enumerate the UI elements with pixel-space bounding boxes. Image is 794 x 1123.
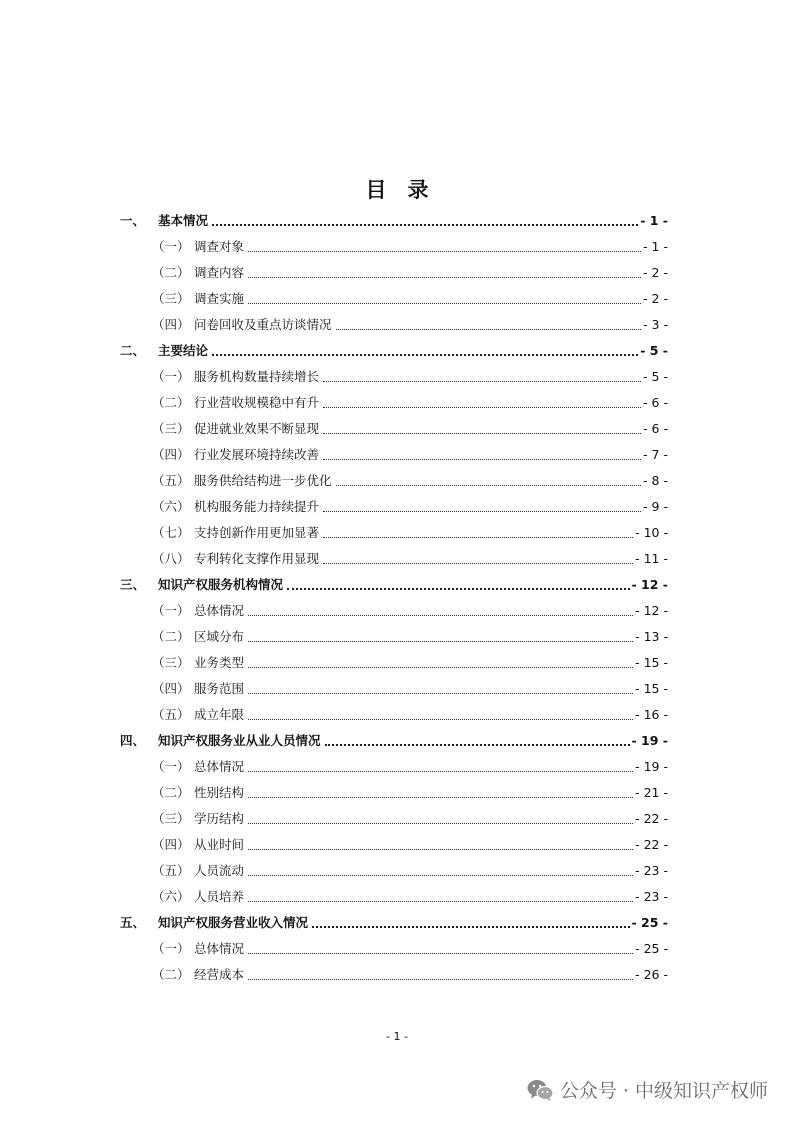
toc-entry-number: （三） [152, 421, 190, 436]
page-footer-number: - 1 - [386, 1030, 408, 1043]
toc-entry-number: （三） [152, 811, 190, 826]
toc-entry-page: - 15 - [635, 681, 668, 696]
toc-subsection-entry[interactable] [120, 806, 668, 832]
toc-entry-label: 性别结构 [194, 785, 245, 800]
toc-dot-leader [248, 848, 633, 850]
toc-entry-page: - 2 - [643, 265, 668, 280]
toc-subsection-entry[interactable] [120, 832, 668, 858]
toc-subsection-entry[interactable] [120, 494, 668, 520]
toc-entry-page: - 19 - [635, 759, 668, 774]
toc-dot-leader [248, 822, 633, 824]
toc-dot-leader [248, 692, 633, 694]
toc-entry-number: （七） [152, 525, 190, 540]
toc-subsection-entry[interactable] [120, 416, 668, 442]
toc-entry-label: 行业营收规模稳中有升 [194, 395, 320, 410]
wechat-icon [526, 1078, 554, 1102]
toc-subsection-entry[interactable] [120, 884, 668, 910]
toc-entry-label: 服务范围 [194, 681, 245, 696]
toc-dot-leader [336, 484, 642, 486]
toc-entry-page: - 21 - [635, 785, 668, 800]
toc-entry-label: 业务类型 [194, 655, 245, 670]
toc-entry-label: 行业发展环境持续改善 [194, 447, 320, 462]
toc-dot-leader [323, 536, 633, 538]
toc-entry-page: - 16 - [635, 707, 668, 722]
toc-entry-label: 促进就业效果不断显现 [194, 421, 320, 436]
toc-entry-number: （三） [152, 655, 190, 670]
toc-entry-page: - 1 - [640, 213, 668, 228]
toc-dot-leader [312, 925, 630, 928]
toc-subsection-entry[interactable] [120, 858, 668, 884]
toc-entry-label: 总体情况 [194, 759, 245, 774]
toc-entry-label: 从业时间 [194, 837, 245, 852]
toc-entry-label: 主要结论 [158, 343, 209, 358]
toc-subsection-entry[interactable] [120, 234, 668, 260]
toc-entry-page: - 8 - [643, 473, 668, 488]
toc-entry-number: （二） [152, 629, 190, 644]
toc-entry-page: - 3 - [643, 317, 668, 332]
toc-entry-number: （二） [152, 265, 190, 280]
toc-entry-label: 服务机构数量持续增长 [194, 369, 320, 384]
toc-dot-leader [287, 587, 630, 590]
toc-entry-page: - 12 - [635, 603, 668, 618]
toc-entry-label: 知识产权服务营业收入情况 [158, 915, 309, 930]
toc-entry-label: 支持创新作用更加显著 [194, 525, 320, 540]
toc-entry-number: （四） [152, 317, 190, 332]
toc-entry-page: - 15 - [635, 655, 668, 670]
toc-entry-label: 学历结构 [194, 811, 245, 826]
toc-entry-label: 知识产权服务业从业人员情况 [158, 733, 321, 748]
toc-section-entry[interactable] [120, 338, 668, 364]
toc-entry-page: - 1 - [643, 239, 668, 254]
toc-entry-page: - 9 - [643, 499, 668, 514]
table-of-contents [120, 208, 668, 988]
toc-dot-leader [248, 718, 633, 720]
toc-entry-page: - 13 - [635, 629, 668, 644]
toc-dot-leader [325, 743, 630, 746]
toc-subsection-entry[interactable] [120, 754, 668, 780]
toc-dot-leader [248, 614, 633, 616]
toc-section-entry[interactable] [120, 910, 668, 936]
toc-entry-page: - 5 - [640, 343, 668, 358]
toc-dot-leader [248, 640, 633, 642]
toc-entry-number: （五） [152, 473, 190, 488]
toc-dot-leader [336, 328, 642, 330]
toc-entry-label: 人员培养 [194, 889, 245, 904]
toc-entry-page: - 7 - [643, 447, 668, 462]
toc-entry-label: 知识产权服务机构情况 [158, 577, 284, 592]
toc-subsection-entry[interactable] [120, 780, 668, 806]
toc-dot-leader [248, 978, 633, 980]
toc-dot-leader [248, 250, 641, 252]
toc-entry-page: - 10 - [635, 525, 668, 540]
toc-entry-page: - 23 - [635, 889, 668, 904]
toc-dot-leader [323, 562, 633, 564]
toc-dot-leader [212, 353, 638, 356]
toc-dot-leader [248, 770, 633, 772]
toc-entry-number: （一） [152, 369, 190, 384]
toc-entry-page: - 19 - [631, 733, 668, 748]
toc-subsection-entry[interactable] [120, 650, 668, 676]
toc-entry-number: （六） [152, 889, 190, 904]
toc-entry-label: 机构服务能力持续提升 [194, 499, 320, 514]
toc-dot-leader [323, 458, 641, 460]
toc-entry-page: - 22 - [635, 837, 668, 852]
toc-entry-number: 四、 [120, 733, 146, 748]
toc-dot-leader [323, 406, 641, 408]
toc-entry-number: （四） [152, 681, 190, 696]
toc-entry-number: （一） [152, 239, 190, 254]
toc-entry-number: （二） [152, 785, 190, 800]
toc-subsection-entry[interactable] [120, 286, 668, 312]
toc-subsection-entry[interactable] [120, 598, 668, 624]
toc-entry-number: 五、 [120, 915, 146, 930]
toc-entry-number: （三） [152, 291, 190, 306]
toc-entry-page: - 25 - [631, 915, 668, 930]
toc-entry-label: 成立年限 [194, 707, 245, 722]
toc-dot-leader [248, 952, 633, 954]
toc-subsection-entry[interactable] [120, 260, 668, 286]
toc-entry-label: 服务供给结构进一步优化 [194, 473, 332, 488]
toc-dot-leader [248, 874, 633, 876]
toc-entry-page: - 22 - [635, 811, 668, 826]
toc-subsection-entry[interactable] [120, 442, 668, 468]
toc-entry-page: - 6 - [643, 395, 668, 410]
toc-subsection-entry[interactable] [120, 312, 668, 338]
toc-entry-number: （八） [152, 551, 190, 566]
toc-entry-number: （四） [152, 837, 190, 852]
watermark-text: 公众号 · 中级知识产权师 [559, 1080, 768, 1102]
toc-entry-page: - 2 - [643, 291, 668, 306]
toc-section-entry[interactable] [120, 572, 668, 598]
toc-section-entry[interactable] [120, 208, 668, 234]
toc-subsection-entry[interactable] [120, 390, 668, 416]
toc-entry-page: - 23 - [635, 863, 668, 878]
toc-entry-label: 总体情况 [194, 603, 245, 618]
toc-section-entry[interactable] [120, 728, 668, 754]
toc-entry-number: （一） [152, 759, 190, 774]
toc-entry-number: 二、 [120, 343, 146, 358]
toc-entry-label: 调查内容 [194, 265, 245, 280]
toc-dot-leader [323, 432, 641, 434]
toc-entry-page: - 6 - [643, 421, 668, 436]
toc-entry-label: 总体情况 [194, 941, 245, 956]
toc-entry-number: （一） [152, 603, 190, 618]
toc-entry-label: 调查对象 [194, 239, 245, 254]
toc-subsection-entry[interactable] [120, 546, 668, 572]
toc-entry-number: 一、 [120, 213, 146, 228]
toc-entry-number: （四） [152, 447, 190, 462]
toc-entry-label: 区域分布 [194, 629, 245, 644]
page-title: 目 录 [365, 178, 429, 202]
toc-entry-number: （一） [152, 941, 190, 956]
toc-entry-number: （五） [152, 707, 190, 722]
toc-entry-label: 经营成本 [194, 967, 245, 982]
toc-entry-number: 三、 [120, 577, 146, 592]
toc-entry-page: - 11 - [635, 551, 668, 566]
toc-dot-leader [323, 380, 641, 382]
toc-entry-number: （六） [152, 499, 190, 514]
toc-subsection-entry[interactable] [120, 702, 668, 728]
toc-entry-page: - 25 - [635, 941, 668, 956]
toc-entry-number: （五） [152, 863, 190, 878]
toc-dot-leader [323, 510, 641, 512]
toc-entry-label: 基本情况 [158, 213, 209, 228]
toc-subsection-entry[interactable] [120, 624, 668, 650]
toc-entry-label: 问卷回收及重点访谈情况 [194, 317, 332, 332]
toc-entry-label: 专利转化支撑作用显现 [194, 551, 320, 566]
toc-entry-label: 人员流动 [194, 863, 245, 878]
toc-dot-leader [212, 223, 638, 226]
toc-subsection-entry[interactable] [120, 364, 668, 390]
toc-entry-label: 调查实施 [194, 291, 245, 306]
toc-subsection-entry[interactable] [120, 676, 668, 702]
toc-entry-number: （二） [152, 395, 190, 410]
toc-dot-leader [248, 900, 633, 902]
toc-subsection-entry[interactable] [120, 468, 668, 494]
toc-dot-leader [248, 666, 633, 668]
toc-entry-number: （二） [152, 967, 190, 982]
toc-dot-leader [248, 796, 633, 798]
toc-entry-page: - 26 - [635, 967, 668, 982]
toc-dot-leader [248, 276, 641, 278]
toc-subsection-entry[interactable] [120, 936, 668, 962]
toc-dot-leader [248, 302, 641, 304]
watermark [526, 1076, 768, 1103]
toc-subsection-entry[interactable] [120, 520, 668, 546]
toc-entry-page: - 5 - [643, 369, 668, 384]
toc-subsection-entry[interactable] [120, 962, 668, 988]
toc-entry-page: - 12 - [631, 577, 668, 592]
